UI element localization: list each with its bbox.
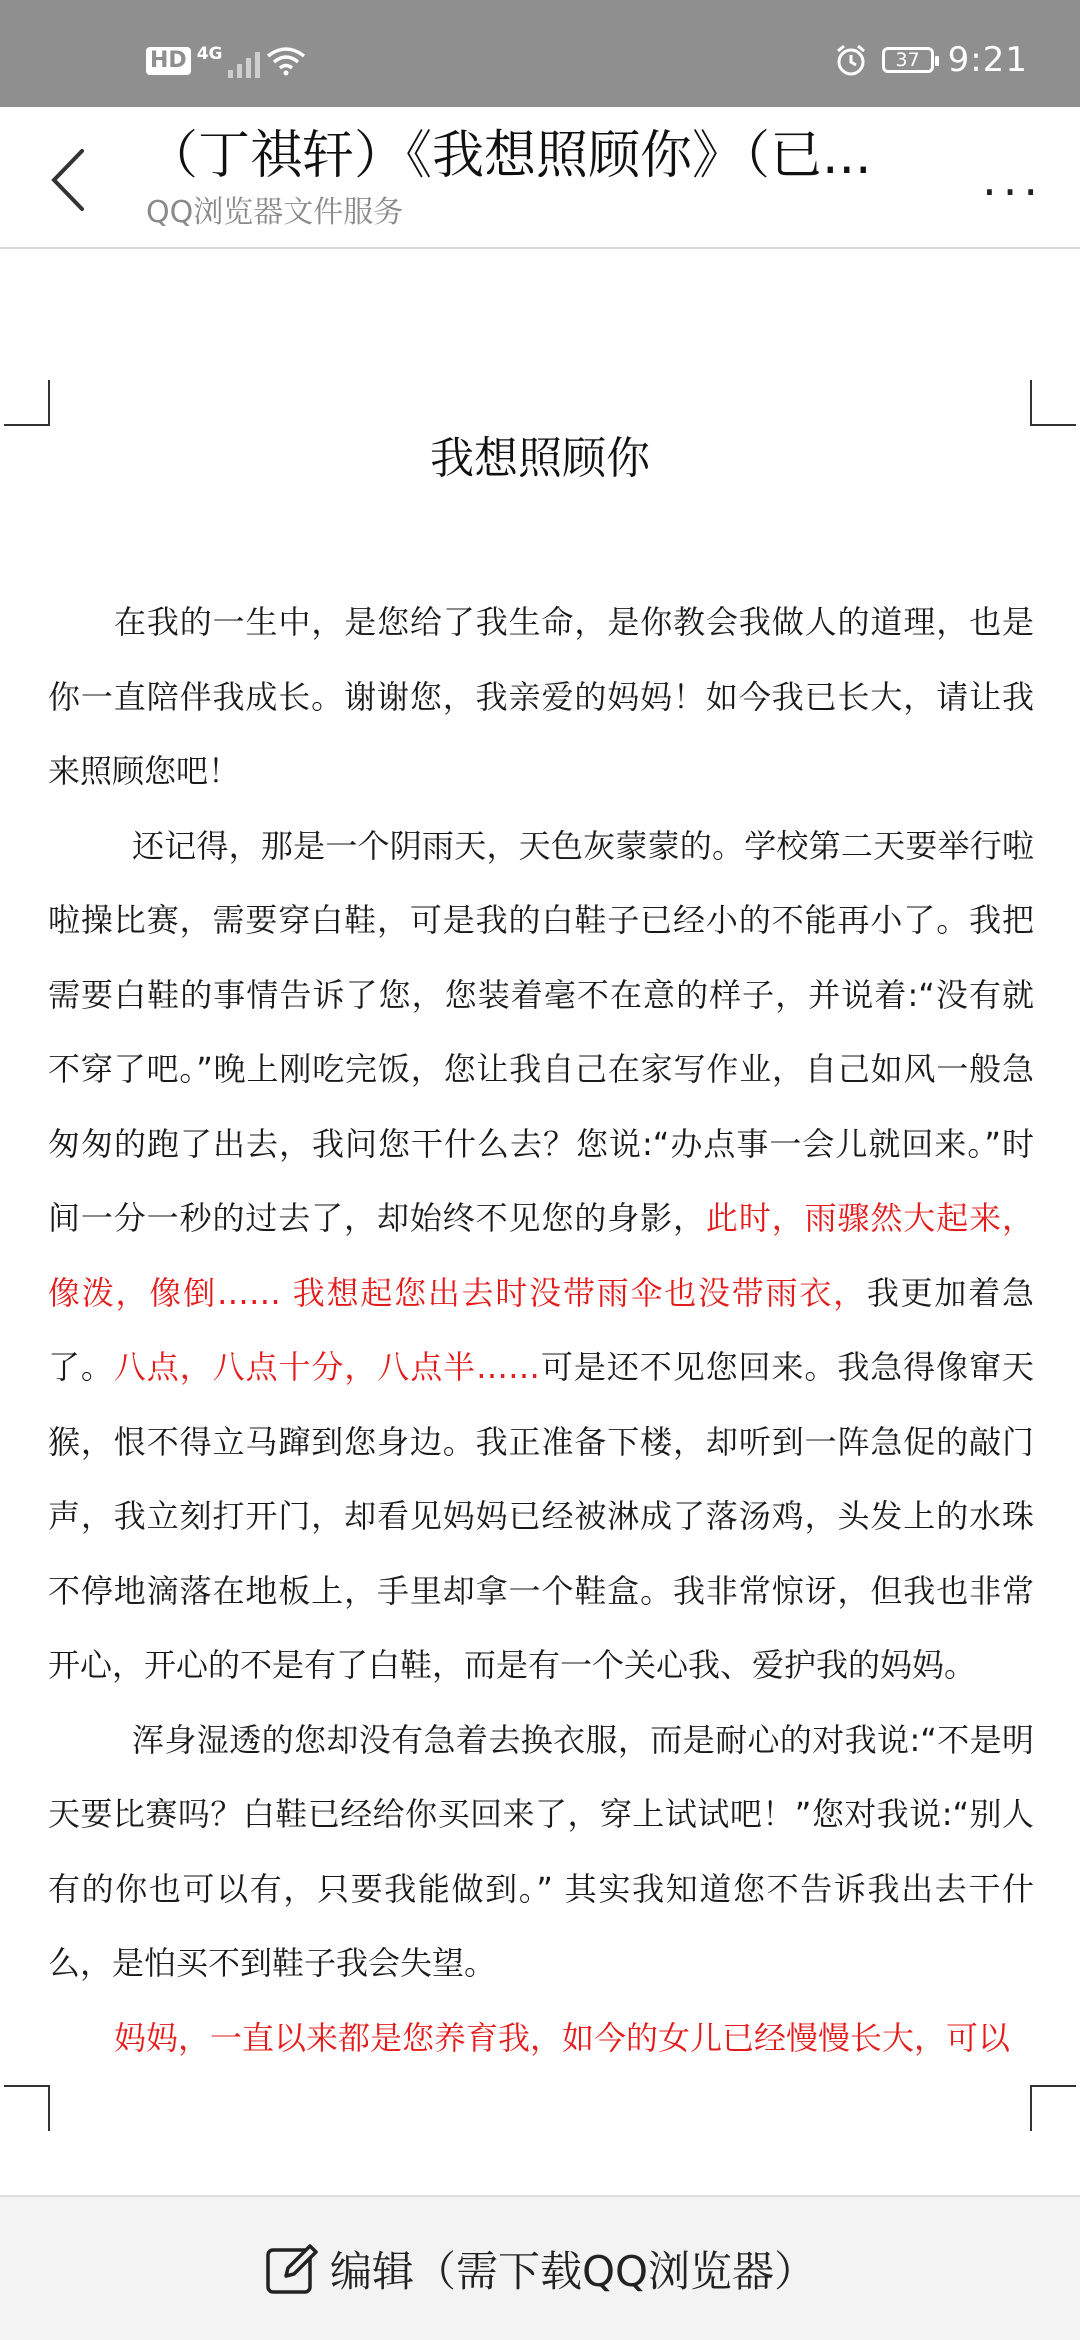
document-viewer[interactable] [0, 249, 1080, 2195]
paragraph-text: 可是还不见您回来。我急得像窜天猴，恨不得立马蹿到您身边。我正准备下楼，却听到一阵急促的敲门声，我立刻打开门，却看见妈妈已经被淋成了落汤鸡，头发上的水珠不停地滴落在地板上，手里却拿一个鞋盒。我非常惊讶，但我也非常开心，开心的不是有了白鞋，而是有一个关心我、爱护我的妈妈。 [48, 1348, 1034, 1684]
document-body [48, 585, 1034, 2075]
document-title: 我想照顾你 [430, 433, 650, 484]
edit-button[interactable] [264, 2239, 816, 2299]
page-corner-mark [1030, 2085, 1076, 2131]
page-title: （丁祺轩）《我想照顾你》（已... [146, 126, 872, 186]
page-corner-mark [4, 2085, 50, 2131]
paragraph-text: 我更加着急了。 [48, 1273, 1034, 1386]
highlighted-text: 八点，八点十分，八点半…… [113, 1348, 541, 1386]
signal-icon [197, 44, 261, 78]
edit-icon [264, 2240, 322, 2298]
edit-label: 编辑（需下载QQ浏览器） [329, 2246, 817, 2296]
status-left [146, 44, 306, 78]
page-corner-mark [1030, 380, 1076, 426]
alarm-icon [834, 43, 868, 77]
bottom-bar [0, 2195, 1080, 2340]
clock: 9:21 [947, 40, 1028, 80]
more-menu-icon[interactable]: ... [982, 152, 1044, 206]
status-right [834, 40, 1028, 80]
status-bar [0, 0, 1080, 107]
battery-icon [882, 47, 934, 73]
hd-badge: HD [146, 47, 191, 75]
wifi-icon [266, 46, 306, 76]
paragraph: 在我的一生中，是您给了我生命，是你教会我做人的道理，也是你一直陪伴我成长。谢谢您，我亲爱的妈妈！如今我已长大，请让我来照顾您吧！ [48, 603, 1034, 790]
title-bar [0, 107, 1080, 249]
highlighted-text: 此时，雨骤然大起来，像泼，像倒…… 我想起您出去时没带雨伞也没带雨衣， [48, 1199, 1034, 1312]
paragraph [48, 809, 1034, 1703]
page-subtitle: QQ浏览器文件服务 [146, 195, 404, 230]
network-type: 4G [196, 44, 223, 64]
paragraph: 浑身湿透的您却没有急着去换衣服，而是耐心的对我说:“不是明天要比赛吗？白鞋已经给你买回来了，穿上试试吧！”您对我说:“别人有的你也可以有，只要我能做到。” 其实我知道您不告诉我出去干什么，是怕买不到鞋子我会失望。 [48, 1720, 1034, 1982]
back-icon[interactable] [46, 145, 90, 215]
page-corner-mark [4, 380, 50, 426]
paragraph: 妈妈，一直以来都是您养育我，如今的女儿已经慢慢长大，可以 [114, 2018, 1011, 2057]
paragraph-text: 还记得，那是一个阴雨天，天色灰蒙蒙的。学校第二天要举行啦啦操比赛，需要穿白鞋，可是我的白鞋子已经小的不能再小了。我把需要白鞋的事情告诉了您，您装着毫不在意的样子，并说着:“没有就不穿了吧。”晚上刚吃完饭，您让我自己在家写作业，自己如风一般急匆匆的跑了出去，我问您干什么去？您说:“办点事一会儿就回来。”时间一分一秒的过去了，却始终不见您的身影， [48, 826, 1034, 1237]
battery-level: 37 [895, 49, 920, 71]
